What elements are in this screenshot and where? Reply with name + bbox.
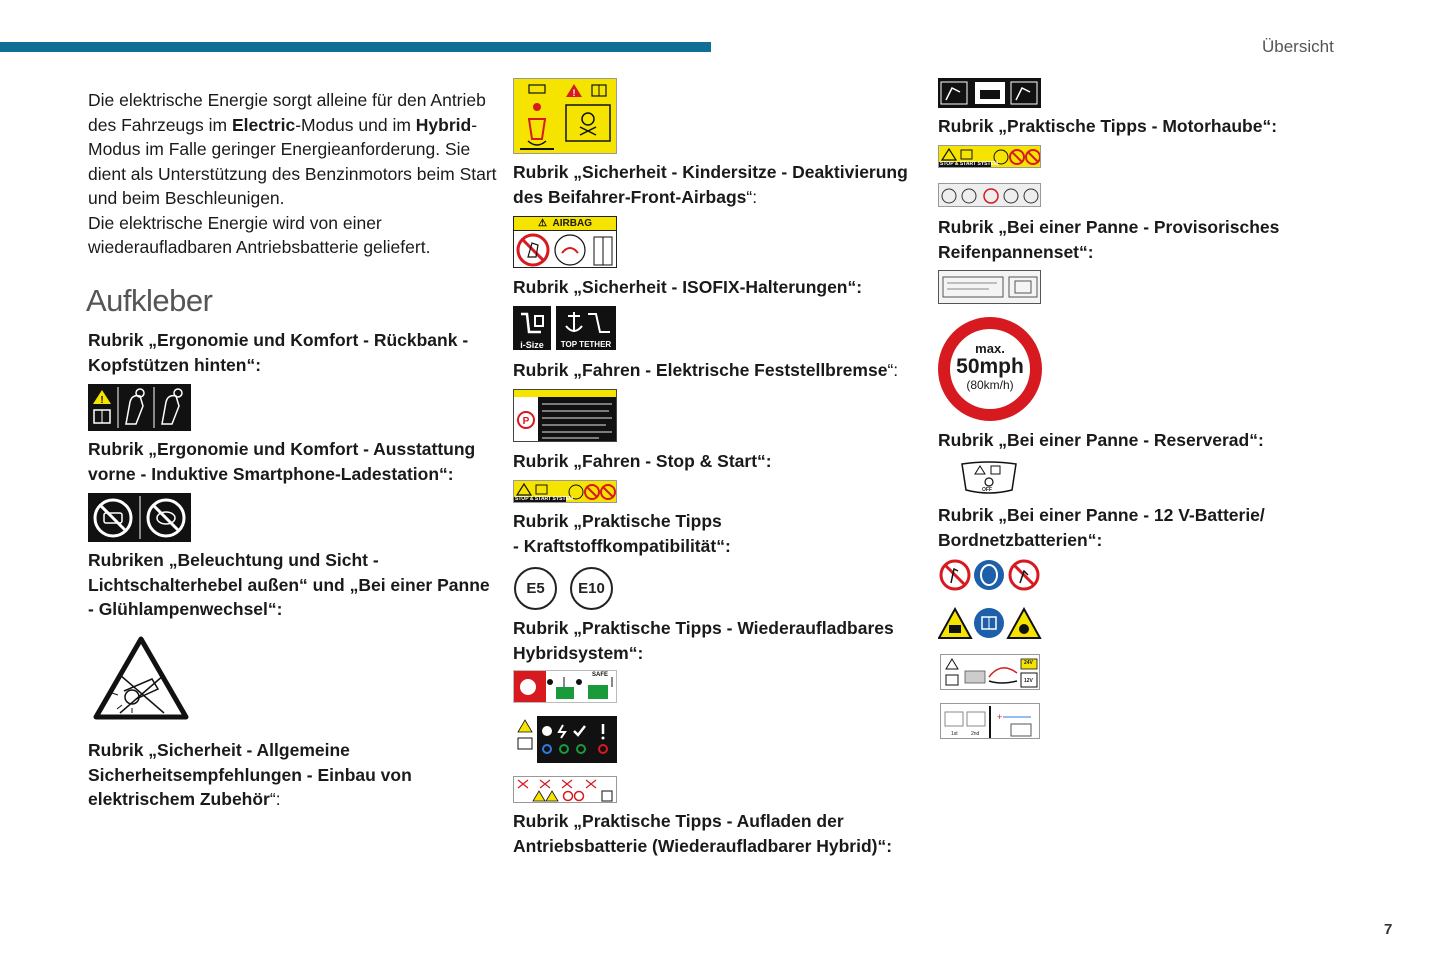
heading-12v-battery: Rubrik „Bei einer Panne - 12 V-Batterie/ Bordnetzbatterien“: — [938, 505, 1265, 550]
fuel-e10-badge: E10 — [570, 567, 613, 610]
headrest-sticker — [88, 384, 191, 431]
heading-fuel-compatibility: Rubrik „Praktische Tipps - Kraftstoffkompatibilität“: — [513, 511, 731, 556]
svg-text:!: ! — [100, 395, 104, 406]
headrest-icon — [88, 384, 191, 431]
hybrid-prohibitions-sticker — [513, 776, 617, 803]
hot-bulb-warning-sticker — [92, 635, 190, 723]
inductive-charger-sticker — [88, 493, 191, 542]
speed-limit-sticker — [938, 317, 1042, 421]
bonnet-stop-start-sticker: STOP & START SYSTEM — [938, 145, 1041, 168]
battery-prohibition-row — [938, 559, 1042, 592]
isize-sticker: i-Size — [513, 306, 551, 350]
isize-seat-icon — [513, 306, 551, 340]
charging-status-icons — [513, 716, 617, 763]
jump-start-sticker: 24V 12V — [940, 654, 1040, 690]
airbag-prohibited-child-seat-icon — [514, 231, 617, 268]
airbag-label: ⚠ AIRBAG — [514, 217, 616, 231]
battery-warning-icons — [938, 607, 1042, 640]
heading-passenger-airbag: Rubrik „Sicherheit - Kindersitze - Deaktivierung des Beifahrer-Front-Airbags“: — [513, 162, 908, 207]
heading-spare-wheel: Rubrik „Bei einer Panne - Reserverad“: — [938, 430, 1264, 450]
hybrid-prohibition-symbols — [514, 777, 617, 803]
svg-text:!: ! — [572, 88, 576, 98]
battery-connection-sticker: + 1st 2nd — [940, 703, 1040, 739]
intro-paragraph: Die elektrische Energie sorgt alleine für den Antrieb des Fahrzeugs im Electric-Modus und im Hybrid- Modus im Falle geringer Energieanforderung. Sie dient als Unterstützung des Benzinmotors beim Start und beim Beschleunigen. Die elektrische Energie wird von einer wiederaufladbaren Antriebsbatterie geliefert. — [88, 90, 497, 257]
svg-text:P: P — [522, 416, 530, 427]
svg-text:+: + — [997, 712, 1003, 722]
heading-isofix: Rubrik „Sicherheit - ISOFIX-Halterungen“: — [513, 277, 863, 297]
fuel-e5-badge: E5 — [514, 567, 557, 610]
battery-warning-row — [938, 607, 1042, 640]
bonnet-release-icons — [938, 78, 1041, 108]
hybrid-system-sticker: SAFE — [513, 670, 617, 703]
top-tether-sticker: TOP TETHER — [556, 306, 616, 350]
hot-bulb-warning-icon — [92, 635, 190, 723]
phone-charging-prohibited-icon — [88, 493, 191, 542]
tyre-repair-instructions-icon — [939, 271, 1041, 304]
header-accent-bar — [0, 42, 711, 52]
fan-warning-icons — [939, 184, 1041, 207]
heading-light-switch: Rubriken „Beleuchtung und Sicht - Lichtschalterhebel außen“ und „Bei einer Panne - Glühlampenwechsel“: — [88, 550, 490, 619]
bonnet-fan-sticker — [938, 183, 1041, 207]
hybrid-charging-status-sticker — [513, 716, 617, 763]
heading-bonnet: Rubrik „Praktische Tipps - Motorhaube“: — [938, 116, 1278, 136]
stop-start-sticker: STOP & START SYSTEM — [513, 480, 617, 503]
parking-brake-sticker — [513, 389, 617, 442]
spare-wheel-sticker: OFF — [960, 460, 1018, 495]
page-number: 7 — [1384, 921, 1393, 938]
parking-brake-instruction-icon — [514, 390, 617, 442]
child-seat-airbag-warning-sticker — [513, 78, 617, 154]
header-title: Übersicht — [1262, 37, 1334, 56]
speed-max-label: max. — [975, 341, 1005, 356]
bonnet-sticker — [938, 78, 1041, 108]
battery-prohibition-icons — [938, 559, 1042, 592]
airbag-sticker — [513, 216, 617, 268]
tyre-repair-kit-sticker — [938, 270, 1041, 304]
speed-kmh: (80km/h) — [966, 378, 1014, 392]
heading-inductive-charger: Rubrik „Ergonomie und Komfort - Ausstattung vorne - Induktive Smartphone-Ladestation“: — [88, 439, 476, 484]
heading-electrical-accessories: Rubrik „Sicherheit - Allgemeine Sicherheitsempfehlungen - Einbau von elektrischem Zubehör“: — [88, 740, 412, 809]
speed-value: 50mph — [956, 355, 1024, 378]
section-title: Aufkleber — [86, 283, 213, 318]
heading-battery-charging: Rubrik „Praktische Tipps - Aufladen der Antriebsbatterie (Wiederaufladbarer Hybrid)“: — [513, 811, 893, 856]
top-tether-anchor-icon — [556, 306, 616, 340]
heading-hybrid-system: Rubrik „Praktische Tipps - Wiederaufladbares Hybridsystem“: — [513, 618, 894, 663]
heading-parking-brake: Rubrik „Fahren - Elektrische Feststellbremse“: — [513, 360, 899, 380]
heading-stop-start: Rubrik „Fahren - Stop & Start“: — [513, 451, 772, 471]
heading-tyre-repair-kit: Rubrik „Bei einer Panne - Provisorisches Reifenpannenset“: — [938, 217, 1280, 262]
airbag-child-seat-warning-icon — [514, 79, 617, 154]
heading-rear-headrests: Rubrik „Ergonomie und Komfort - Rückbank - Kopfstützen hinten“: — [88, 330, 469, 375]
